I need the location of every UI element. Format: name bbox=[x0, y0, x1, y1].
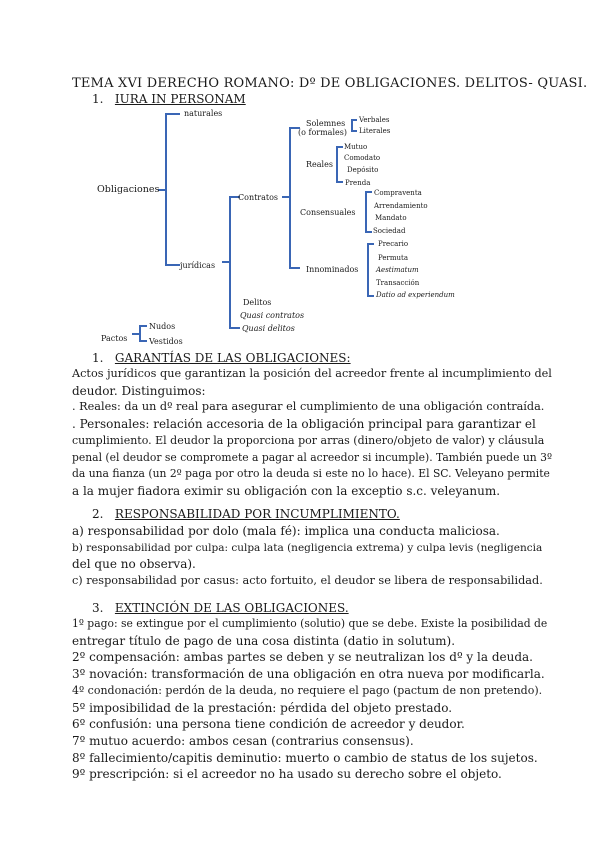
paragraph-line: a la mujer fiadora eximir su obligación con la exceptio s.c. veleyanum. bbox=[72, 483, 501, 498]
bracket-innominados bbox=[368, 244, 374, 296]
node-mutuo: Mutuo bbox=[344, 143, 368, 151]
node-deposito: Depósito bbox=[347, 166, 379, 174]
section-body-garantias bbox=[72, 366, 553, 500]
section-title: EXTINCIÓN DE LAS OBLIGACIONES. bbox=[114, 601, 349, 615]
node-permuta: Permuta bbox=[378, 254, 409, 262]
paragraph-line: 3º novación: transformación de una obligación en otra nueva por modificarla. bbox=[72, 667, 545, 682]
section-number: 3. bbox=[92, 601, 104, 615]
section-body-responsabilidad bbox=[72, 523, 550, 590]
paragraph-line: 5º imposibilidad de la prestación: pérdida del objeto prestado. bbox=[72, 700, 453, 715]
node-consensuales: Consensuales bbox=[300, 208, 356, 217]
section-number: 1. bbox=[92, 351, 104, 365]
node-quasi-delitos: Quasi delitos bbox=[242, 324, 295, 333]
section-title: IURA IN PERSONAM bbox=[114, 92, 246, 106]
paragraph-line: 6º confusión: una persona tiene condición de acreedor y deudor. bbox=[72, 717, 465, 732]
node-transaccion: Transacción bbox=[376, 279, 420, 287]
node-obligaciones: Obligaciones bbox=[97, 184, 160, 195]
node-contratos: Contratos bbox=[238, 193, 279, 202]
bracket-reales bbox=[337, 147, 343, 182]
paragraph-line: del que no observa). bbox=[72, 557, 196, 572]
bracket-pactos bbox=[140, 326, 147, 341]
node-quasi-contratos: Quasi contratos bbox=[240, 311, 305, 320]
paragraph-line: a) responsabilidad por dolo (mala fé): implica una conducta maliciosa. bbox=[72, 524, 500, 538]
paragraph-line: b) responsabilidad por culpa: culpa lata (negligencia extrema) y culpa levis (negligencia bbox=[72, 541, 543, 554]
paragraph-line: c) responsabilidad por casus: acto fortuito, el deudor se libera de responsabilidad. bbox=[72, 574, 543, 588]
obligations-diagram bbox=[0, 0, 600, 360]
paragraph-line: 9º prescripción: si el acreedor no ha usado su derecho sobre el objeto. bbox=[72, 767, 502, 782]
paragraph-line: 8º fallecimiento/capitis deminutio: muerto o cambio de status de los sujetos. bbox=[72, 750, 538, 765]
section-number: 1. bbox=[92, 92, 104, 106]
section-title: GARANTÍAS DE LAS OBLIGACIONES: bbox=[114, 351, 351, 365]
paragraph-line: deudor. Distinguimos: bbox=[72, 383, 206, 398]
diagram-brackets bbox=[0, 0, 600, 360]
paragraph-line: 2º compensación: ambas partes se deben y se neutralizan los dº y la deuda. bbox=[72, 650, 533, 665]
section-heading-garantias bbox=[92, 351, 351, 365]
node-precario: Precario bbox=[378, 240, 409, 248]
node-nudos: Nudos bbox=[149, 322, 176, 331]
paragraph-line: cumplimiento. El deudor la proporciona por arras (dinero/objeto de valor) y cláusula bbox=[72, 433, 545, 447]
node-formales: (o formales) bbox=[298, 128, 347, 137]
node-prenda: Prenda bbox=[345, 179, 371, 187]
bracket-contratos bbox=[290, 128, 300, 268]
node-compraventa: Compraventa bbox=[374, 189, 422, 197]
node-sociedad: Sociedad bbox=[373, 227, 406, 235]
paragraph-line: 4º condonación: perdón de la deuda, no requiere el pago (pactum de non pretendo). bbox=[72, 683, 543, 697]
section-number: 2. bbox=[92, 507, 104, 521]
bracket-consensuales bbox=[366, 192, 372, 232]
node-verbales: Verbales bbox=[359, 116, 390, 124]
node-innominados: Innominados bbox=[306, 265, 359, 274]
bracket-solemnes bbox=[352, 120, 357, 131]
paragraph-line: penal (el deudor se compromete a pagar al acreedor si incumple). También puede un 3º bbox=[72, 450, 553, 464]
node-vestidos: Vestidos bbox=[149, 337, 183, 346]
section-heading-responsabilidad bbox=[92, 507, 400, 521]
paragraph-line: 7º mutuo acuerdo: ambos cesan (contrarius consensus). bbox=[72, 733, 414, 748]
node-aestimatum: Aestimatum bbox=[376, 266, 419, 274]
node-literales: Literales bbox=[359, 127, 391, 135]
node-comodato: Comodato bbox=[344, 154, 381, 162]
node-pactos: Pactos bbox=[101, 334, 128, 343]
paragraph-line: . Reales: da un dº real para asegurar el cumplimiento de una obligación contraída. bbox=[72, 400, 545, 414]
node-arrendamiento: Arrendamiento bbox=[374, 202, 428, 210]
section-heading-extincion bbox=[92, 601, 349, 615]
section-title: RESPONSABILIDAD POR INCUMPLIMIENTO. bbox=[114, 507, 400, 521]
paragraph-line: Actos jurídicos que garantizan la posición del acreedor frente al incumplimiento del bbox=[72, 367, 552, 380]
node-reales: Reales bbox=[306, 160, 333, 169]
paragraph-line: 1º pago: se extingue por el cumplimiento (solutio) que se debe. Existe la posibilidad de bbox=[72, 617, 548, 630]
page-title: TEMA XVI DERECHO ROMANO: Dº DE OBLIGACIONES. DELITOS- QUASI. bbox=[72, 76, 588, 91]
paragraph-line: entregar título de pago de una cosa distinta (datio in solutum). bbox=[72, 633, 456, 648]
paragraph-line: da una fianza (un 2º paga por otro la deuda si este no lo hace). El SC. Veleyano permite bbox=[72, 467, 550, 481]
section-body-extincion bbox=[72, 616, 550, 783]
bracket-juridicas bbox=[230, 197, 240, 328]
node-mandato: Mandato bbox=[375, 214, 407, 222]
node-juridicas: jurídicas bbox=[180, 261, 216, 270]
paragraph-line: . Personales: relación accesoria de la obligación principal para garantizar el bbox=[72, 417, 536, 432]
node-delitos: Delitos bbox=[243, 298, 272, 307]
node-naturales: naturales bbox=[184, 109, 223, 118]
node-solemnes: Solemnes bbox=[306, 119, 346, 128]
node-datio: Datio ad experiendum bbox=[376, 291, 455, 299]
bracket-obligaciones bbox=[166, 114, 180, 265]
